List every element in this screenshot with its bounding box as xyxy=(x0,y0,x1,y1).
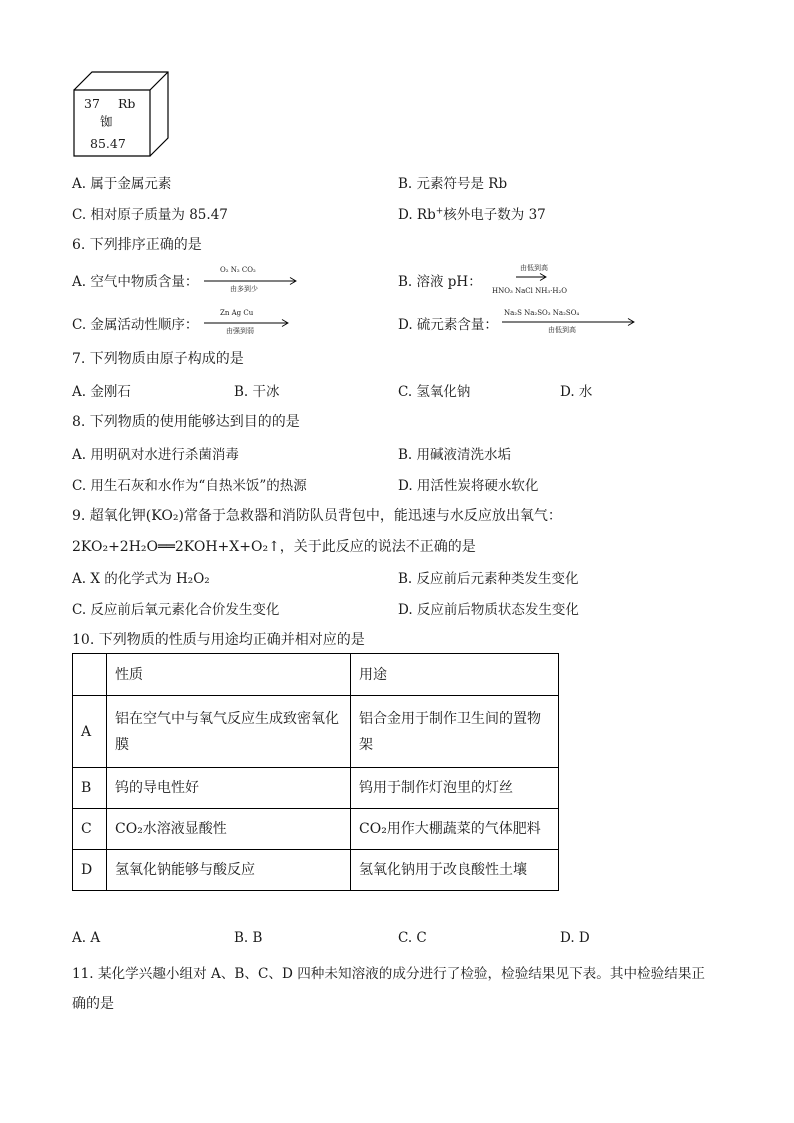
q6-option-a-arrow xyxy=(204,266,298,294)
q11-stem-line-1: 11. 某化学兴趣小组对 A、B、C、D 四种未知溶液的成分进行了检验，检验结果见下表。其中检验结果正 xyxy=(72,966,706,982)
q6-option-a-label: A. 空气中物质含量： xyxy=(72,274,199,290)
q7-stem: 7. 下列物质由原子构成的是 xyxy=(72,351,244,367)
table-cell-property: 钨的导电性好 xyxy=(107,768,351,809)
table-cell-property-line: 铝在空气中与氧气反应生成致密氧化 xyxy=(115,710,339,727)
q8-option-d: D. 用活性炭将硬水软化 xyxy=(398,478,539,494)
q6-option-d-label: D. 硫元素含量： xyxy=(398,317,498,333)
q6-option-d-arrow-top: Na₂S Na₂SO₃ Na₂SO₄ xyxy=(504,309,580,317)
q8-option-c: C. 用生石灰和水作为“自热米饭”的热源 xyxy=(72,478,307,494)
table-cell-property xyxy=(107,696,351,768)
q6-option-c-arrow-top: Zn Ag Cu xyxy=(220,309,254,317)
element-symbol: Rb xyxy=(118,96,136,111)
element-name: 铷 xyxy=(100,114,113,129)
q5-option-a: A. 属于金属元素 xyxy=(72,176,172,192)
table-cell-property: 氢氧化钠能够与酸反应 xyxy=(107,850,351,891)
q10-stem: 10. 下列物质的性质与用途均正确并相对应的是 xyxy=(72,632,365,648)
table-cell-use: 钨用于制作灯泡里的灯丝 xyxy=(351,768,559,809)
table-row xyxy=(73,768,559,809)
table-header-cell: 性质 xyxy=(107,654,351,696)
q8-option-a: A. 用明矾对水进行杀菌消毒 xyxy=(72,447,239,463)
q8-stem: 8. 下列物质的使用能够达到目的的是 xyxy=(72,414,300,430)
table-row-label: C xyxy=(73,809,107,850)
atomic-mass: 85.47 xyxy=(90,136,126,151)
q9-option-d: D. 反应前后物质状态发生变化 xyxy=(398,602,579,618)
element-card xyxy=(70,70,172,160)
q6-option-a-arrow-bottom: 由多到少 xyxy=(230,285,258,293)
q8-option-b: B. 用碱液清洗水垢 xyxy=(398,447,512,463)
table-cell-property: CO₂水溶液显酸性 xyxy=(107,809,351,850)
q9-stem-line-1: 9. 超氧化钾(KO₂)常备于急救器和消防队员背包中，能迅速与水反应放出氧气： xyxy=(72,508,562,524)
table-row-label: A xyxy=(73,696,107,768)
q10-option-c: C. C xyxy=(398,930,427,946)
table-header-cell: 用途 xyxy=(351,654,559,696)
q9-stem-line-2: 2KO₂+2H₂O══2KOH+X+O₂↑，关于此反应的说法不正确的是 xyxy=(72,539,476,555)
q5-option-d-suffix: 核外电子数为 37 xyxy=(443,207,546,223)
q6-option-c-arrow-bottom: 由强到弱 xyxy=(226,327,254,335)
q5-option-d xyxy=(398,203,546,223)
q10-option-b: B. B xyxy=(234,930,263,946)
q6-option-a-arrow-top: O₂ N₂ CO₂ xyxy=(220,266,256,274)
q5-option-c: C. 相对原子质量为 85.47 xyxy=(72,207,228,223)
q5-option-d-prefix: D. Rb xyxy=(398,207,436,223)
q10-option-a: A. A xyxy=(72,930,101,946)
q6-option-d-arrow-bottom: 由低到高 xyxy=(548,326,576,334)
q9-option-c: C. 反应前后氧元素化合价发生变化 xyxy=(72,602,280,618)
q10-table xyxy=(72,653,559,891)
table-header-row xyxy=(73,654,559,696)
table-cell-use-line: 架 xyxy=(359,736,373,753)
q7-option-c: C. 氢氧化钠 xyxy=(398,384,471,400)
table-row-label: B xyxy=(73,768,107,809)
q10-option-d: D. D xyxy=(560,930,590,946)
q6-option-c-arrow xyxy=(204,309,290,337)
q9-option-a: A. X 的化学式为 H₂O₂ xyxy=(72,571,210,587)
table-cell-property-line: 膜 xyxy=(115,736,129,753)
atomic-number: 37 xyxy=(84,96,100,111)
q6-option-b-arrow-top: 由低到高 xyxy=(520,264,548,272)
q7-option-b: B. 干冰 xyxy=(234,384,280,400)
q7-option-d: D. 水 xyxy=(560,384,593,400)
q9-option-b: B. 反应前后元素种类发生变化 xyxy=(398,571,579,587)
table-row-label: D xyxy=(73,850,107,891)
q6-option-b-arrow xyxy=(492,263,598,297)
table-row xyxy=(73,809,559,850)
q11-stem-line-2: 确的是 xyxy=(72,996,114,1012)
table-row xyxy=(73,850,559,891)
q6-option-b-arrow-bottom: HNO₃ NaCl NH₃·H₂O xyxy=(492,287,568,295)
q6-stem: 6. 下列排序正确的是 xyxy=(72,237,202,253)
q7-option-a: A. 金刚石 xyxy=(72,384,131,400)
table-cell-use-line: 铝合金用于制作卫生间的置物 xyxy=(359,710,541,727)
table-cell-use xyxy=(351,696,559,768)
right-arrow-icon xyxy=(492,273,598,281)
table-header-cell xyxy=(73,654,107,696)
q6-option-d-arrow xyxy=(502,309,636,337)
q6-option-c-label: C. 金属活动性顺序： xyxy=(72,317,199,333)
table-cell-use: 氢氧化钠用于改良酸性土壤 xyxy=(351,850,559,891)
table-cell-use: CO₂用作大棚蔬菜的气体肥料 xyxy=(351,809,559,850)
table-row xyxy=(73,696,559,768)
q6-option-b-label: B. 溶液 pH： xyxy=(398,274,482,290)
q5-option-b: B. 元素符号是 Rb xyxy=(398,176,508,192)
q5-option-d-sup: + xyxy=(435,206,444,217)
